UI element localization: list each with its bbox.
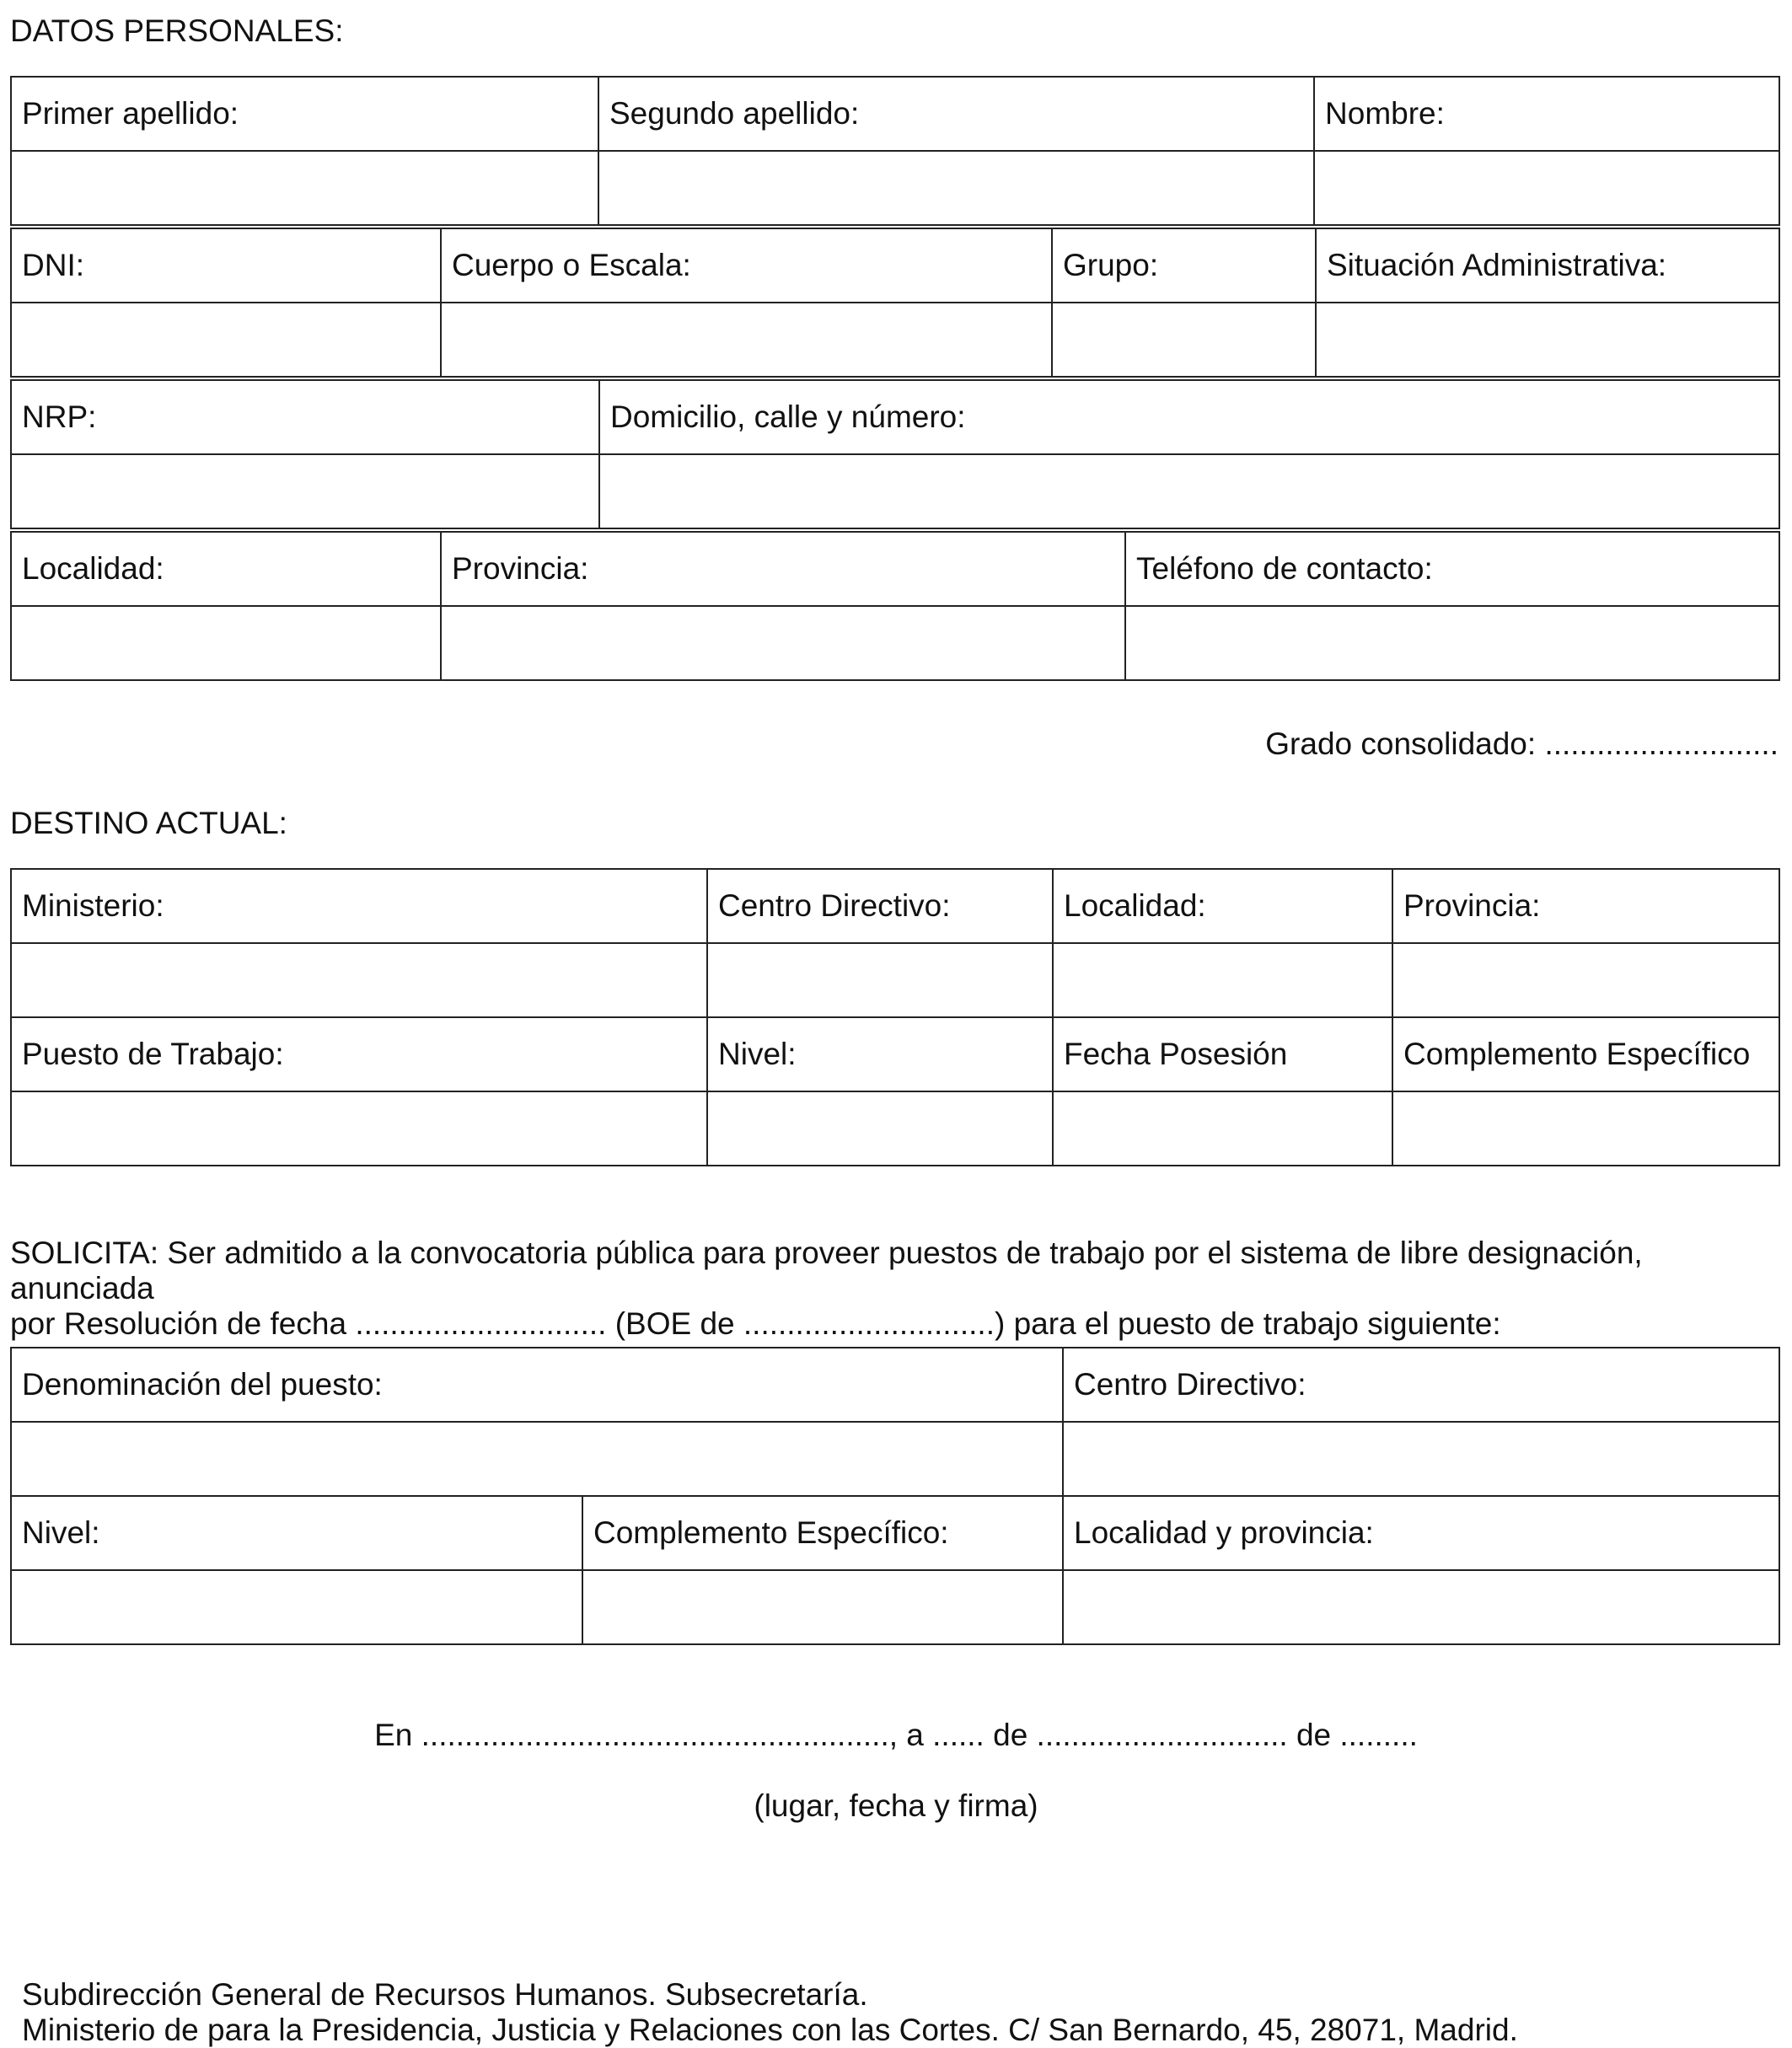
field-situacion-administrativa[interactable]: [1316, 303, 1779, 377]
datos-localidad-table: [10, 531, 1780, 681]
label-domicilio: Domicilio, calle y número:: [599, 380, 1779, 454]
label-ministerio: Ministerio:: [11, 869, 707, 943]
field-centro-directivo[interactable]: [707, 943, 1053, 1017]
label-dni: DNI:: [11, 228, 441, 303]
label-grupo: Grupo:: [1052, 228, 1316, 303]
field-puesto-complemento[interactable]: [582, 1570, 1063, 1644]
label-localidad: Localidad:: [11, 532, 441, 606]
label-puesto-centro-directivo: Centro Directivo:: [1063, 1348, 1779, 1422]
field-telefono[interactable]: [1125, 606, 1779, 680]
field-grupo[interactable]: [1052, 303, 1316, 377]
field-cuerpo-escala[interactable]: [441, 303, 1052, 377]
label-cuerpo-escala: Cuerpo o Escala:: [441, 228, 1052, 303]
datos-domicilio-table: [10, 379, 1780, 529]
field-puesto-centro-directivo[interactable]: [1063, 1422, 1779, 1496]
solicita-line-2: por Resolución de fecha ............................. (BOE de .............................) para el puesto de trabajo siguiente:: [10, 1306, 1501, 1341]
field-puesto-nivel[interactable]: [11, 1570, 582, 1644]
field-primer-apellido[interactable]: [11, 151, 598, 225]
solicita-paragraph: [10, 1236, 1789, 1342]
datos-identificacion-table: [10, 228, 1780, 378]
label-puesto-trabajo: Puesto de Trabajo:: [11, 1017, 707, 1091]
label-primer-apellido: Primer apellido:: [11, 77, 598, 151]
field-domicilio[interactable]: [599, 454, 1779, 528]
field-fecha-posesion[interactable]: [1053, 1091, 1392, 1166]
grado-consolidado: Grado consolidado: ...........................: [1265, 726, 1779, 761]
label-segundo-apellido: Segundo apellido:: [598, 77, 1314, 151]
footer-ministerio-address: Ministerio de para la Presidencia, Justicia y Relaciones con las Cortes. C/ San Bernardo, 45, 28071, Madrid.: [22, 2013, 1518, 2047]
footer-subdireccion: Subdirección General de Recursos Humanos. Subsecretaría.: [22, 1977, 868, 2012]
field-provincia[interactable]: [441, 606, 1125, 680]
label-nrp: NRP:: [11, 380, 599, 454]
datos-personales-table: [10, 76, 1780, 226]
label-situacion-administrativa: Situación Administrativa:: [1316, 228, 1779, 303]
label-provincia: Provincia:: [441, 532, 1125, 606]
label-telefono: Teléfono de contacto:: [1125, 532, 1779, 606]
field-destino-localidad[interactable]: [1053, 943, 1392, 1017]
label-destino-localidad: Localidad:: [1053, 869, 1392, 943]
field-denominacion-puesto[interactable]: [11, 1422, 1063, 1496]
field-nrp[interactable]: [11, 454, 599, 528]
field-localidad-provincia[interactable]: [1063, 1570, 1779, 1644]
field-nivel[interactable]: [707, 1091, 1053, 1166]
lugar-fecha-firma-caption: (lugar, fecha y firma): [754, 1788, 1038, 1823]
field-segundo-apellido[interactable]: [598, 151, 1314, 225]
field-ministerio[interactable]: [11, 943, 707, 1017]
label-nivel: Nivel:: [707, 1017, 1053, 1091]
label-denominacion-puesto: Denominación del puesto:: [11, 1348, 1063, 1422]
label-centro-directivo: Centro Directivo:: [707, 869, 1053, 943]
label-complemento-especifico: Complemento Específico: [1392, 1017, 1779, 1091]
label-puesto-nivel: Nivel:: [11, 1496, 582, 1570]
section-heading-datos-personales: DATOS PERSONALES:: [10, 13, 344, 48]
solicita-line-1: SOLICITA: Ser admitido a la convocatoria pública para proveer puestos de trabajo por el sistema de libre designación, anunciada: [10, 1236, 1643, 1305]
puesto-solicitado-table: [10, 1347, 1780, 1645]
field-localidad[interactable]: [11, 606, 441, 680]
label-fecha-posesion: Fecha Posesión: [1053, 1017, 1392, 1091]
label-nombre: Nombre:: [1314, 77, 1779, 151]
field-complemento-especifico[interactable]: [1392, 1091, 1779, 1166]
section-heading-destino-actual: DESTINO ACTUAL:: [10, 806, 287, 840]
destino-actual-table: [10, 868, 1780, 1166]
lugar-fecha-line: En ......................................................, a ...... de ............................. de .........: [374, 1718, 1418, 1752]
label-puesto-complemento: Complemento Específico:: [582, 1496, 1063, 1570]
field-puesto-trabajo[interactable]: [11, 1091, 707, 1166]
field-dni[interactable]: [11, 303, 441, 377]
label-localidad-provincia: Localidad y provincia:: [1063, 1496, 1779, 1570]
field-nombre[interactable]: [1314, 151, 1779, 225]
label-destino-provincia: Provincia:: [1392, 869, 1779, 943]
field-destino-provincia[interactable]: [1392, 943, 1779, 1017]
